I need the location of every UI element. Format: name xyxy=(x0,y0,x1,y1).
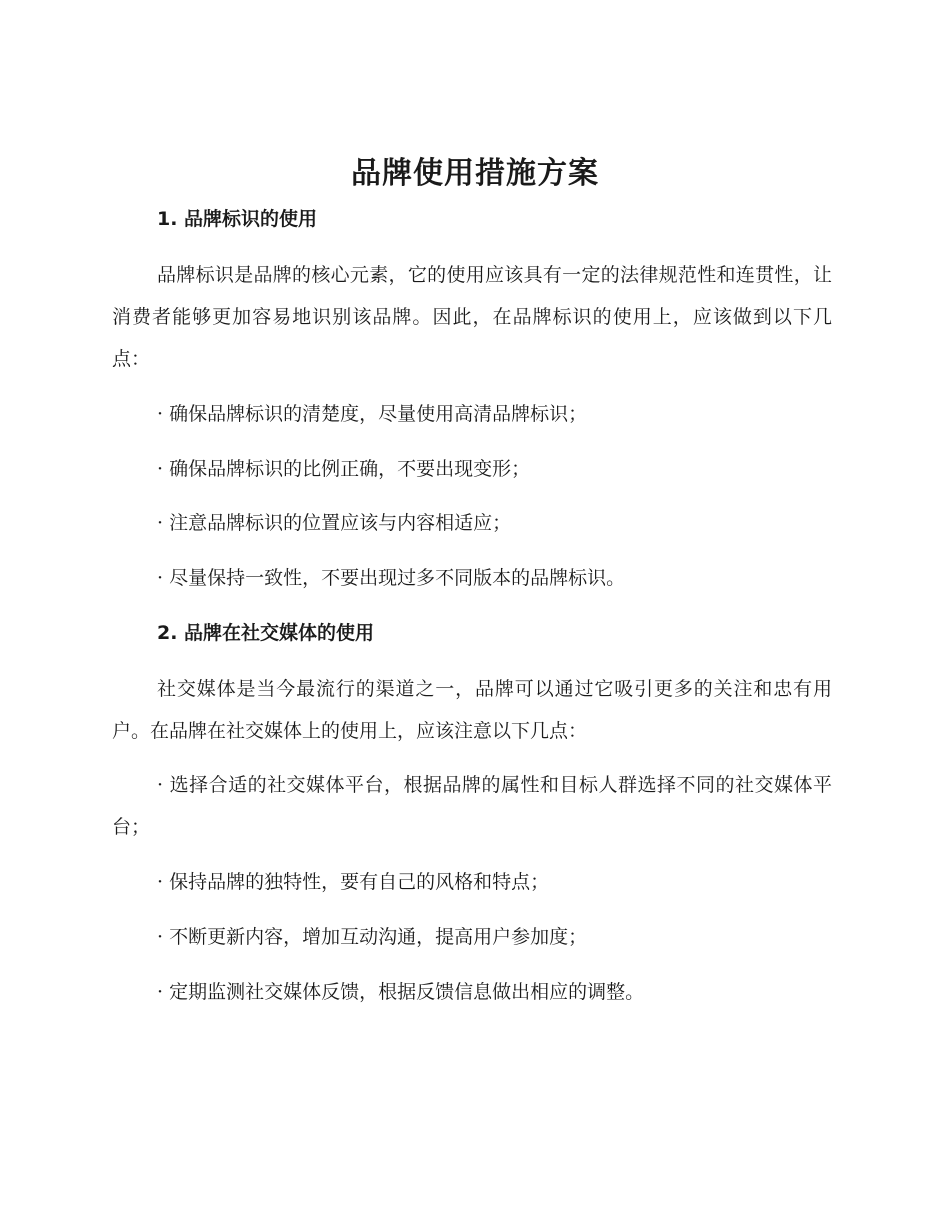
document-title: 品牌使用措施方案 xyxy=(351,156,599,191)
section-paragraph-brand-logo: 品牌标识是品牌的核心元素，它的使用应该具有一定的法律规范性和连贯性，让消费者能够更加容易地识别该品牌。因此，在品牌标识的使用上，应该做到以下几点： xyxy=(112,264,832,370)
list-item: · 定期监测社交媒体反馈，根据反馈信息做出相应的调整。 xyxy=(157,981,645,1003)
section-heading-brand-logo: 1. 品牌标识的使用 xyxy=(157,208,318,230)
list-item: · 确保品牌标识的比例正确，不要出现变形； xyxy=(157,458,531,480)
section-heading-social-media: 2. 品牌在社交媒体的使用 xyxy=(157,622,375,644)
list-item: · 确保品牌标识的清楚度，尽量使用高清品牌标识； xyxy=(157,403,588,425)
list-item: · 保持品牌的独特性，要有自己的风格和特点； xyxy=(157,871,550,893)
list-item: · 尽量保持一致性，不要出现过多不同版本的品牌标识。 xyxy=(157,567,626,589)
section-paragraph-social-media: 社交媒体是当今最流行的渠道之一，品牌可以通过它吸引更多的关注和忠有用户。在品牌在社交媒体上的使用上，应该注意以下几点： xyxy=(112,678,832,742)
list-item: · 选择合适的社交媒体平台，根据品牌的属性和目标人群选择不同的社交媒体平台； xyxy=(112,774,832,838)
list-item: · 不断更新内容，增加互动沟通，提高用户参加度； xyxy=(157,926,588,948)
list-item: · 注意品牌标识的位置应该与内容相适应； xyxy=(157,512,512,534)
